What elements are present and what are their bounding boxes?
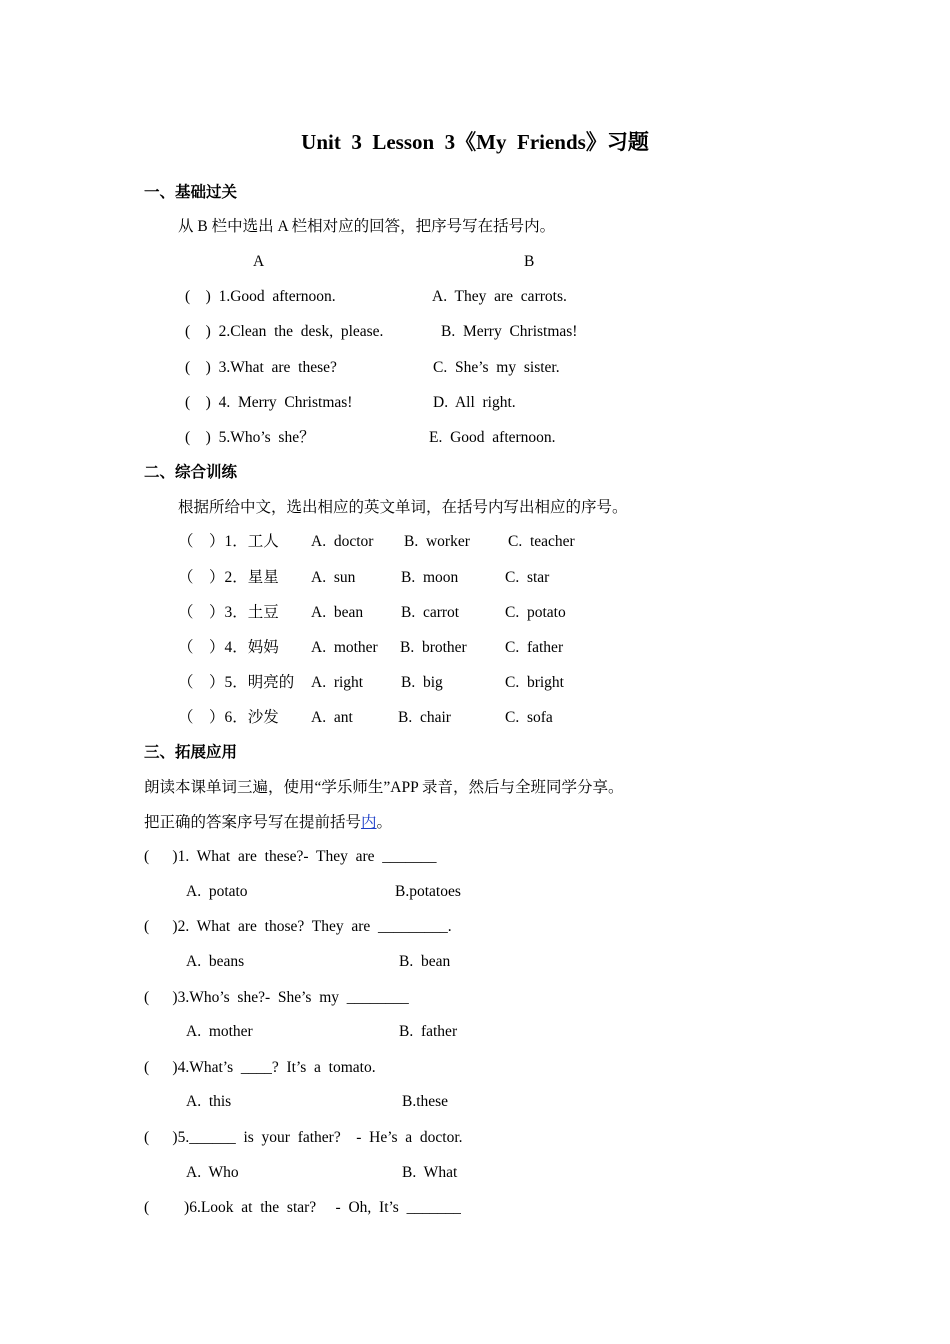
match-left-2: ( ) 2.Clean the desk, please. — [185, 323, 384, 340]
section1-instruction: 从 B 栏中选出 A 栏相对应的回答，把序号写在括号内。 — [178, 218, 556, 235]
section3-line2-end: 。 — [376, 814, 393, 831]
vocab-q-6: （ ）6．沙发 — [178, 709, 279, 726]
section2-heading: 二、综合训练 — [144, 464, 238, 481]
vocab-q-3: （ ）3．土豆 — [178, 604, 279, 621]
match-right-4: D. All right. — [433, 394, 516, 411]
question-1-option-b: B.potatoes — [395, 883, 461, 900]
vocab-b-1: B. worker — [404, 533, 470, 550]
question-5-option-b: B. What — [402, 1164, 458, 1181]
section3-line2 — [144, 813, 392, 833]
vocab-b-3: B. carrot — [401, 604, 460, 621]
vocab-b-5: B. big — [401, 674, 443, 691]
match-left-5: ( ) 5.Who’s she？ — [185, 429, 315, 446]
section3-heading: 三、拓展应用 — [144, 744, 238, 761]
column-b-header: B — [524, 253, 535, 270]
question-6: ( )6.Look at the star? - Oh, It’s _______ — [144, 1199, 461, 1216]
match-right-5: E. Good afternoon. — [429, 429, 556, 446]
vocab-q-5: （ ）5．明亮的 — [178, 674, 295, 691]
question-2-option-a: A. beans — [186, 953, 245, 970]
page-title: Unit 3 Lesson 3《My Friends》习题 — [301, 130, 649, 154]
question-3-option-a: A. mother — [186, 1023, 253, 1040]
section1-heading: 一、基础过关 — [144, 184, 238, 201]
question-2: ( )2. What are those? They are _________. — [144, 918, 452, 935]
match-left-3: ( ) 3.What are these? — [185, 359, 337, 376]
section3-line2-link[interactable]: 内 — [361, 814, 377, 831]
match-right-2: B. Merry Christmas! — [441, 323, 578, 340]
section3-line1: 朗读本课单词三遍，使用“学乐师生”APP 录音，然后与全班同学分享。 — [144, 779, 624, 796]
question-5: ( )5.______ is your father? - He’s a doctor. — [144, 1129, 463, 1146]
vocab-c-1: C. teacher — [508, 533, 575, 550]
vocab-c-6: C. sofa — [505, 709, 553, 726]
vocab-q-1: （ ）1．工人 — [178, 533, 279, 550]
section3-line2-text: 把正确的答案序号写在提前括号 — [144, 814, 362, 831]
vocab-b-6: B. chair — [398, 709, 451, 726]
vocab-a-3: A. bean — [311, 604, 364, 621]
section2-instruction: 根据所给中文，选出相应的英文单词，在括号内写出相应的序号。 — [178, 499, 628, 516]
vocab-c-5: C. bright — [505, 674, 564, 691]
vocab-c-4: C. father — [505, 639, 564, 656]
match-left-1: ( ) 1.Good afternoon. — [185, 288, 336, 305]
question-1-option-a: A. potato — [186, 883, 248, 900]
vocab-c-2: C. star — [505, 569, 550, 586]
question-3: ( )3.Who’s she?- She’s my ________ — [144, 989, 409, 1006]
vocab-a-2: A. sun — [311, 569, 356, 586]
match-right-1: A. They are carrots. — [432, 288, 567, 305]
vocab-a-4: A. mother — [311, 639, 378, 656]
question-1: ( )1. What are these?- They are _______ — [144, 848, 437, 865]
match-right-3: C. She’s my sister. — [433, 359, 560, 376]
vocab-a-5: A. right — [311, 674, 364, 691]
question-4-option-a: A. this — [186, 1093, 232, 1110]
vocab-b-4: B. brother — [400, 639, 467, 656]
vocab-c-3: C. potato — [505, 604, 566, 621]
vocab-a-1: A. doctor — [311, 533, 374, 550]
vocab-q-2: （ ）2．星星 — [178, 569, 279, 586]
vocab-b-2: B. moon — [401, 569, 459, 586]
vocab-a-6: A. ant — [311, 709, 353, 726]
vocab-q-4: （ ）4．妈妈 — [178, 639, 279, 656]
question-4-option-b: B.these — [402, 1093, 449, 1110]
match-left-4: ( ) 4. Merry Christmas! — [185, 394, 353, 411]
question-3-option-b: B. father — [399, 1023, 458, 1040]
question-4: ( )4.What’s ____? It’s a tomato. — [144, 1059, 376, 1076]
question-5-option-a: A. Who — [186, 1164, 239, 1181]
question-2-option-b: B. bean — [399, 953, 451, 970]
column-a-header: A — [253, 253, 265, 270]
